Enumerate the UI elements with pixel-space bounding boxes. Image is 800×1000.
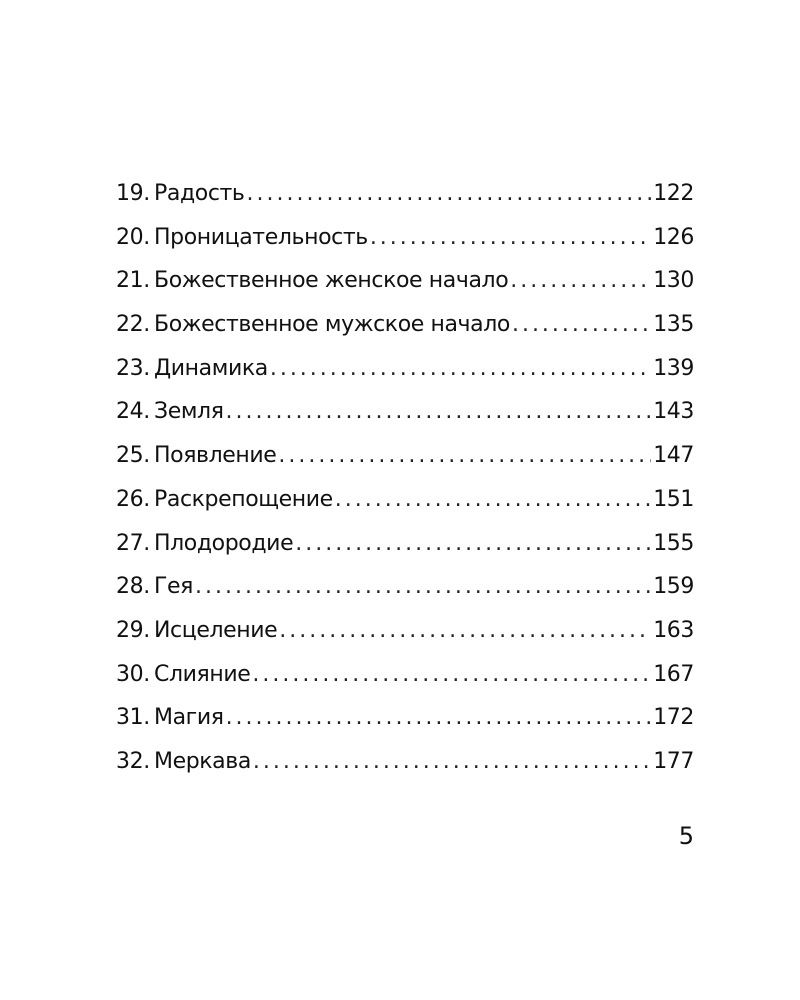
toc-entry-number: 20.	[116, 224, 150, 250]
toc-entry-number: 26.	[116, 486, 150, 512]
toc-entry-page: 135	[653, 312, 694, 338]
toc-entry-title: Божественное мужское начало	[154, 312, 510, 338]
toc-entry-number: 27.	[116, 530, 150, 556]
toc-entry-title: Земля	[154, 399, 224, 425]
toc-entry-title: Динамика	[154, 355, 268, 381]
toc-entry-page: 143	[653, 399, 694, 425]
toc-entry[interactable]	[116, 347, 694, 391]
toc-entry-page: 167	[653, 661, 694, 687]
toc-entry-title: Божественное женское начало	[154, 268, 509, 294]
toc-entry-page: 126	[653, 224, 694, 250]
toc-leader-dots	[270, 347, 651, 391]
toc-entry-title: Исцеление	[154, 617, 278, 643]
toc-leader-dots	[370, 216, 651, 260]
toc-entry-title: Плодородие	[154, 530, 294, 556]
toc-entry-number: 30.	[116, 661, 150, 687]
toc-entry-page: 155	[653, 530, 694, 556]
toc-entry[interactable]	[116, 259, 694, 303]
toc-entry[interactable]	[116, 303, 694, 347]
toc-entry-page: 163	[653, 617, 694, 643]
toc-entry-title: Магия	[154, 705, 224, 731]
toc-entry-page: 122	[653, 181, 694, 206]
toc-leader-dots	[335, 478, 651, 522]
toc-entry-title: Проницательность	[154, 224, 368, 250]
toc-entry[interactable]	[116, 390, 694, 434]
toc-entry-title: Меркава	[154, 748, 251, 774]
toc-entry-page: 172	[653, 705, 694, 731]
toc-entry[interactable]	[116, 478, 694, 522]
toc-entry-number: 31.	[116, 705, 150, 731]
toc-leader-dots	[295, 522, 651, 566]
toc-entry[interactable]	[116, 653, 694, 697]
toc-leader-dots	[510, 259, 651, 303]
toc-entry-page: 130	[653, 268, 694, 294]
toc-entry-page: 177	[653, 748, 694, 774]
toc-entry-title: Радость	[154, 181, 245, 206]
toc-entry-page: 139	[653, 355, 694, 381]
toc-leader-dots	[253, 740, 651, 784]
page-number: 5	[678, 822, 694, 850]
toc-leader-dots	[279, 609, 651, 653]
toc-entry-number: 22.	[116, 312, 150, 338]
table-of-contents	[116, 172, 694, 784]
toc-entry[interactable]	[116, 740, 694, 784]
toc-entry-number: 25.	[116, 443, 150, 469]
toc-leader-dots	[226, 696, 652, 740]
toc-entry[interactable]	[116, 434, 694, 478]
toc-leader-dots	[278, 434, 651, 478]
toc-entry-page: 159	[653, 574, 694, 600]
toc-entry[interactable]	[116, 565, 694, 609]
toc-entry-title: Появление	[154, 443, 277, 469]
toc-entry-number: 19.	[116, 181, 150, 206]
toc-entry-number: 23.	[116, 355, 150, 381]
toc-entry[interactable]	[116, 172, 694, 216]
toc-leader-dots	[252, 653, 651, 697]
toc-entry-title: Слияние	[154, 661, 251, 687]
toc-entry-page: 147	[653, 443, 694, 469]
toc-entry[interactable]	[116, 522, 694, 566]
toc-entry[interactable]	[116, 696, 694, 740]
toc-entry-number: 21.	[116, 268, 150, 294]
toc-leader-dots	[226, 390, 652, 434]
toc-entry-title: Раскрепощение	[154, 486, 333, 512]
toc-leader-dots	[512, 303, 651, 347]
toc-entry-page: 151	[653, 486, 694, 512]
toc-entry[interactable]	[116, 609, 694, 653]
toc-entry-title: Гея	[154, 574, 193, 600]
toc-entry-number: 24.	[116, 399, 150, 425]
toc-entry-number: 32.	[116, 748, 150, 774]
toc-leader-dots	[247, 172, 652, 216]
toc-entry-number: 28.	[116, 574, 150, 600]
toc-entry[interactable]	[116, 216, 694, 260]
toc-entry-number: 29.	[116, 617, 150, 643]
toc-leader-dots	[195, 565, 651, 609]
